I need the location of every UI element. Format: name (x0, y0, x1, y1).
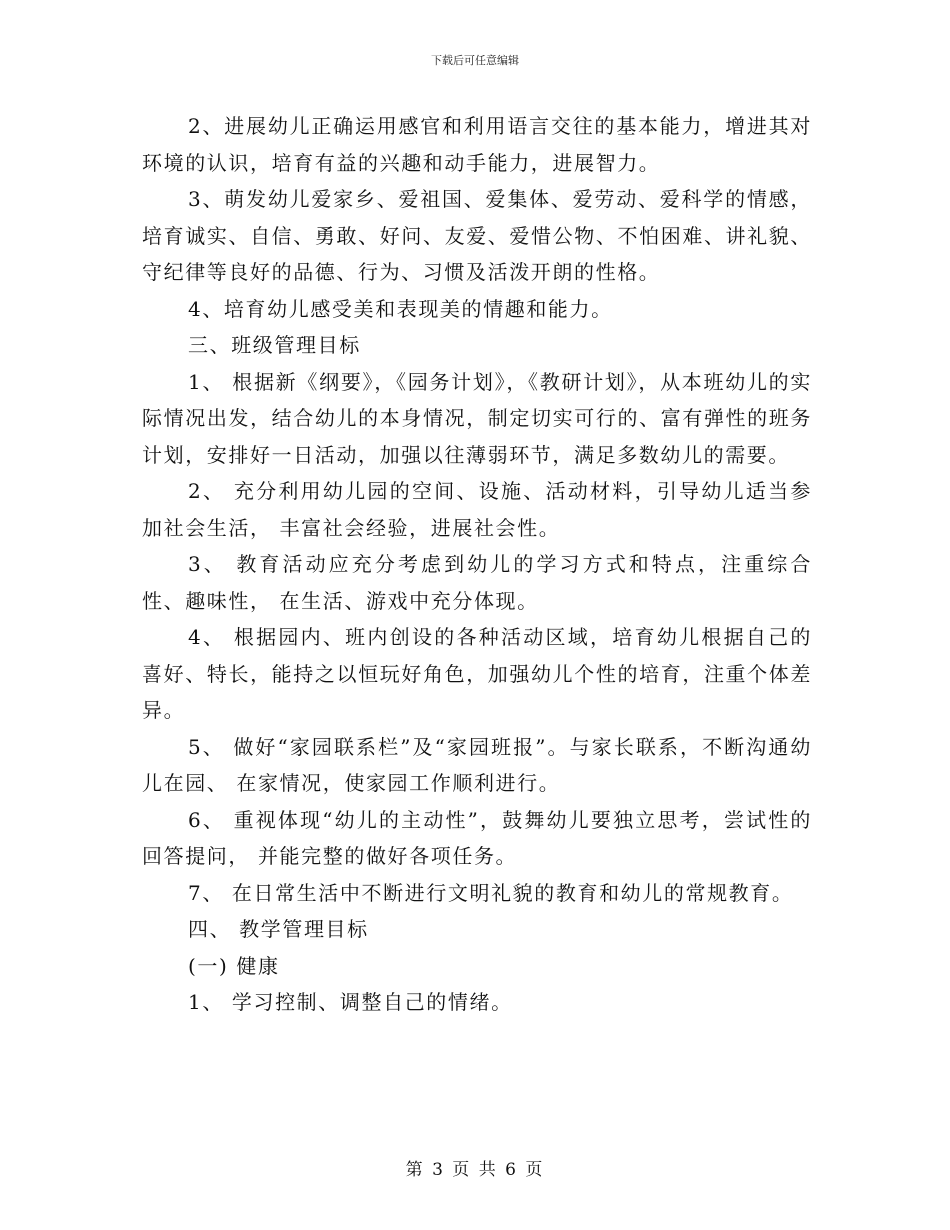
paragraph-management-5: 5、 做好“家园联系栏”及“家园班报”。与家长联系，不断沟通幼儿在园、 在家情况，使家园工作顺利进行。 (142, 734, 812, 795)
paragraph-management-6: 6、 重视体现“幼儿的主动性”，鼓舞幼儿要独立思考，尝试性的回答提问， 并能完整的做好各项任务。 (142, 807, 812, 868)
paragraph-management-3: 3、 教育活动应充分考虑到幼儿的学习方式和特点，注重综合性、趣味性， 在生活、游戏中充分体现。 (142, 552, 812, 613)
paragraph-management-1: 1、 根据新《纲要》，《园务计划》，《教研计划》，从本班幼儿的实际情况出发，结合幼儿的本身情况，制定切实可行的、富有弹性的班务计划，安排好一日活动，加强以往薄弱环节，满足多数幼儿的需要。 (142, 369, 812, 467)
paragraph-objective-4: 4、培育幼儿感受美和表现美的情趣和能力。 (188, 296, 613, 321)
page-number-footer: 第 3 页 共 6 页 (405, 1160, 545, 1180)
paragraph-management-7: 7、 在日常生活中不断进行文明礼貌的教育和幼儿的常规教育。 (188, 880, 794, 905)
subsection-heading-health: (一) 健康 (188, 953, 280, 978)
document-body (142, 108, 812, 1021)
section-heading-class-management: 三、班级管理目标 (188, 333, 361, 357)
paragraph-health-1: 1、 学习控制、调整自己的情绪。 (188, 990, 513, 1014)
paragraph-management-2: 2、 充分利用幼儿园的空间、设施、活动材料，引导幼儿适当参加社会生活， 丰富社会经验，进展社会性。 (142, 479, 812, 540)
page-header: 下载后可任意编辑 (431, 54, 519, 67)
paragraph-objective-2: 2、进展幼儿正确运用感官和利用语言交往的基本能力，增进其对环境的认识，培育有益的兴趣和动手能力，进展智力。 (142, 114, 812, 175)
paragraph-objective-3: 3、萌发幼儿爱家乡、爱祖国、爱集体、爱劳动、爱科学的情感，培育诚实、自信、勇敢、好问、友爱、爱惜公物、不怕困难、讲礼貌、守纪律等良好的品德、行为、习惯及活泼开朗的性格。 (142, 187, 812, 284)
paragraph-management-4: 4、 根据园内、班内创设的各种活动区域，培育幼儿根据自己的喜好、特长，能持之以恒玩好角色，加强幼儿个性的培育，注重个体差异。 (142, 625, 812, 722)
section-heading-teaching-management: 四、 教学管理目标 (188, 917, 369, 941)
